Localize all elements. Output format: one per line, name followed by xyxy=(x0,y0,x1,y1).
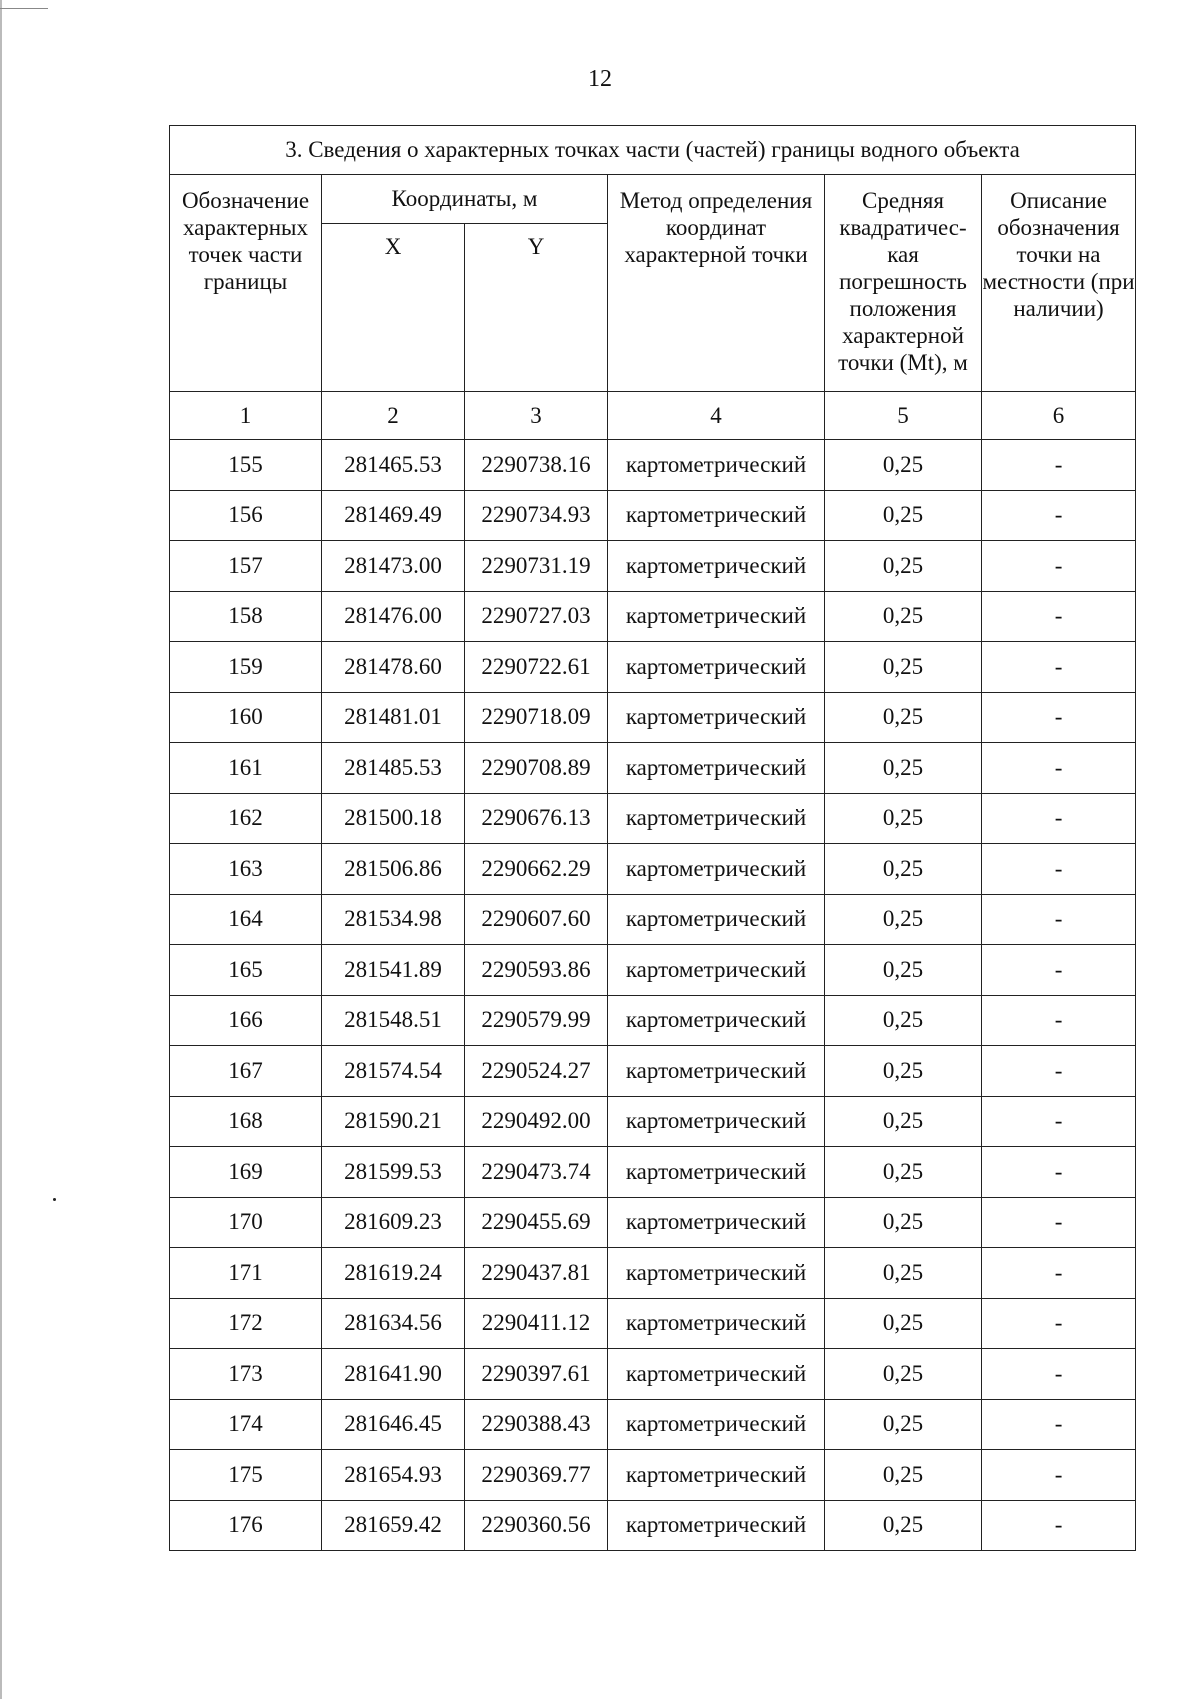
y-cell: 2290734.93 xyxy=(465,490,608,541)
y-cell: 2290662.29 xyxy=(465,844,608,895)
x-cell: 281609.23 xyxy=(322,1197,465,1248)
description-cell: - xyxy=(982,490,1136,541)
y-cell: 2290727.03 xyxy=(465,591,608,642)
header-x: X xyxy=(322,224,465,392)
description-cell: - xyxy=(982,1248,1136,1299)
description-cell: - xyxy=(982,1450,1136,1501)
table-row xyxy=(170,692,1136,743)
table-row xyxy=(170,894,1136,945)
error-cell: 0,25 xyxy=(825,1046,982,1097)
table-row xyxy=(170,591,1136,642)
point-cell: 162 xyxy=(170,793,322,844)
table-row xyxy=(170,541,1136,592)
point-cell: 157 xyxy=(170,541,322,592)
table-row xyxy=(170,1500,1136,1551)
table-row xyxy=(170,1349,1136,1400)
description-cell: - xyxy=(982,793,1136,844)
method-cell: картометрический xyxy=(608,1450,825,1501)
point-cell: 175 xyxy=(170,1450,322,1501)
x-cell: 281590.21 xyxy=(322,1096,465,1147)
description-cell: - xyxy=(982,440,1136,491)
x-cell: 281478.60 xyxy=(322,642,465,693)
column-number: 6 xyxy=(982,392,1136,440)
point-cell: 155 xyxy=(170,440,322,491)
point-cell: 158 xyxy=(170,591,322,642)
error-cell: 0,25 xyxy=(825,642,982,693)
error-cell: 0,25 xyxy=(825,490,982,541)
description-cell: - xyxy=(982,1046,1136,1097)
table-title-row xyxy=(170,126,1136,175)
x-cell: 281634.56 xyxy=(322,1298,465,1349)
column-numbers-row xyxy=(170,392,1136,440)
error-cell: 0,25 xyxy=(825,692,982,743)
boundary-points-table xyxy=(169,125,1136,1551)
x-cell: 281500.18 xyxy=(322,793,465,844)
y-cell: 2290593.86 xyxy=(465,945,608,996)
y-cell: 2290731.19 xyxy=(465,541,608,592)
point-cell: 165 xyxy=(170,945,322,996)
method-cell: картометрический xyxy=(608,743,825,794)
header-y: Y xyxy=(465,224,608,392)
table-row xyxy=(170,743,1136,794)
description-cell: - xyxy=(982,1399,1136,1450)
y-cell: 2290722.61 xyxy=(465,642,608,693)
x-cell: 281481.01 xyxy=(322,692,465,743)
method-cell: картометрический xyxy=(608,1399,825,1450)
method-cell: картометрический xyxy=(608,642,825,693)
point-cell: 176 xyxy=(170,1500,322,1551)
y-cell: 2290397.61 xyxy=(465,1349,608,1400)
scan-edge xyxy=(0,0,2,1699)
error-cell: 0,25 xyxy=(825,1248,982,1299)
description-cell: - xyxy=(982,1197,1136,1248)
method-cell: картометрический xyxy=(608,1298,825,1349)
description-cell: - xyxy=(982,995,1136,1046)
page-number: 12 xyxy=(588,66,612,92)
table-row xyxy=(170,490,1136,541)
error-cell: 0,25 xyxy=(825,1349,982,1400)
x-cell: 281465.53 xyxy=(322,440,465,491)
error-cell: 0,25 xyxy=(825,945,982,996)
x-cell: 281548.51 xyxy=(322,995,465,1046)
method-cell: картометрический xyxy=(608,1197,825,1248)
error-cell: 0,25 xyxy=(825,793,982,844)
point-cell: 170 xyxy=(170,1197,322,1248)
x-cell: 281641.90 xyxy=(322,1349,465,1400)
method-cell: картометрический xyxy=(608,591,825,642)
error-cell: 0,25 xyxy=(825,1147,982,1198)
x-cell: 281476.00 xyxy=(322,591,465,642)
error-cell: 0,25 xyxy=(825,844,982,895)
table-title: 3. Сведения о характерных точках части (частей) границы водного объекта xyxy=(170,126,1136,175)
table-row xyxy=(170,1197,1136,1248)
description-cell: - xyxy=(982,1298,1136,1349)
column-number: 2 xyxy=(322,392,465,440)
description-cell: - xyxy=(982,1096,1136,1147)
description-cell: - xyxy=(982,1500,1136,1551)
error-cell: 0,25 xyxy=(825,1298,982,1349)
y-cell: 2290718.09 xyxy=(465,692,608,743)
y-cell: 2290607.60 xyxy=(465,894,608,945)
x-cell: 281599.53 xyxy=(322,1147,465,1198)
description-cell: - xyxy=(982,894,1136,945)
table-row xyxy=(170,1096,1136,1147)
description-cell: - xyxy=(982,844,1136,895)
scan-corner-mark xyxy=(0,8,48,9)
y-cell: 2290524.27 xyxy=(465,1046,608,1097)
column-number: 5 xyxy=(825,392,982,440)
method-cell: картометрический xyxy=(608,1349,825,1400)
x-cell: 281646.45 xyxy=(322,1399,465,1450)
method-cell: картометрический xyxy=(608,995,825,1046)
table-row xyxy=(170,844,1136,895)
x-cell: 281469.49 xyxy=(322,490,465,541)
y-cell: 2290676.13 xyxy=(465,793,608,844)
method-cell: картометрический xyxy=(608,793,825,844)
description-cell: - xyxy=(982,541,1136,592)
table-row xyxy=(170,793,1136,844)
table-row xyxy=(170,1046,1136,1097)
point-cell: 173 xyxy=(170,1349,322,1400)
point-cell: 172 xyxy=(170,1298,322,1349)
y-cell: 2290437.81 xyxy=(465,1248,608,1299)
method-cell: картометрический xyxy=(608,440,825,491)
y-cell: 2290473.74 xyxy=(465,1147,608,1198)
x-cell: 281574.54 xyxy=(322,1046,465,1097)
point-cell: 174 xyxy=(170,1399,322,1450)
point-cell: 161 xyxy=(170,743,322,794)
table-row xyxy=(170,945,1136,996)
description-cell: - xyxy=(982,945,1136,996)
x-cell: 281534.98 xyxy=(322,894,465,945)
table-row xyxy=(170,1399,1136,1450)
scan-speck xyxy=(53,1198,56,1201)
error-cell: 0,25 xyxy=(825,894,982,945)
table-row xyxy=(170,1450,1136,1501)
y-cell: 2290388.43 xyxy=(465,1399,608,1450)
point-cell: 159 xyxy=(170,642,322,693)
point-cell: 167 xyxy=(170,1046,322,1097)
x-cell: 281485.53 xyxy=(322,743,465,794)
method-cell: картометрический xyxy=(608,490,825,541)
point-cell: 168 xyxy=(170,1096,322,1147)
error-cell: 0,25 xyxy=(825,591,982,642)
column-number: 1 xyxy=(170,392,322,440)
error-cell: 0,25 xyxy=(825,1500,982,1551)
column-number: 4 xyxy=(608,392,825,440)
table-row xyxy=(170,1147,1136,1198)
y-cell: 2290369.77 xyxy=(465,1450,608,1501)
method-cell: картометрический xyxy=(608,844,825,895)
table-row xyxy=(170,1298,1136,1349)
x-cell: 281659.42 xyxy=(322,1500,465,1551)
description-cell: - xyxy=(982,591,1136,642)
description-cell: - xyxy=(982,692,1136,743)
y-cell: 2290360.56 xyxy=(465,1500,608,1551)
y-cell: 2290738.16 xyxy=(465,440,608,491)
error-cell: 0,25 xyxy=(825,1450,982,1501)
point-cell: 164 xyxy=(170,894,322,945)
error-cell: 0,25 xyxy=(825,995,982,1046)
x-cell: 281473.00 xyxy=(322,541,465,592)
error-cell: 0,25 xyxy=(825,1399,982,1450)
table-row xyxy=(170,1248,1136,1299)
method-cell: картометрический xyxy=(608,1147,825,1198)
error-cell: 0,25 xyxy=(825,440,982,491)
method-cell: картометрический xyxy=(608,945,825,996)
point-cell: 156 xyxy=(170,490,322,541)
description-cell: - xyxy=(982,743,1136,794)
description-cell: - xyxy=(982,1349,1136,1400)
header-description: Описание обозначения точки на местности (при наличии) xyxy=(982,175,1136,392)
point-cell: 169 xyxy=(170,1147,322,1198)
y-cell: 2290708.89 xyxy=(465,743,608,794)
method-cell: картометрический xyxy=(608,1046,825,1097)
method-cell: картометрический xyxy=(608,894,825,945)
description-cell: - xyxy=(982,1147,1136,1198)
point-cell: 171 xyxy=(170,1248,322,1299)
y-cell: 2290411.12 xyxy=(465,1298,608,1349)
table-row xyxy=(170,440,1136,491)
x-cell: 281541.89 xyxy=(322,945,465,996)
table-row xyxy=(170,995,1136,1046)
y-cell: 2290579.99 xyxy=(465,995,608,1046)
description-cell: - xyxy=(982,642,1136,693)
method-cell: картометрический xyxy=(608,1248,825,1299)
error-cell: 0,25 xyxy=(825,743,982,794)
method-cell: картометрический xyxy=(608,541,825,592)
error-cell: 0,25 xyxy=(825,1096,982,1147)
method-cell: картометрический xyxy=(608,692,825,743)
point-cell: 160 xyxy=(170,692,322,743)
x-cell: 281619.24 xyxy=(322,1248,465,1299)
error-cell: 0,25 xyxy=(825,1197,982,1248)
method-cell: картометрический xyxy=(608,1500,825,1551)
point-cell: 166 xyxy=(170,995,322,1046)
header-method: Метод определения координат характерной точки xyxy=(608,175,825,392)
column-number: 3 xyxy=(465,392,608,440)
point-cell: 163 xyxy=(170,844,322,895)
y-cell: 2290492.00 xyxy=(465,1096,608,1147)
header-designation: Обозначение характерных точек части границы xyxy=(170,175,322,392)
header-row xyxy=(170,175,1136,224)
method-cell: картометрический xyxy=(608,1096,825,1147)
x-cell: 281654.93 xyxy=(322,1450,465,1501)
y-cell: 2290455.69 xyxy=(465,1197,608,1248)
table-row xyxy=(170,642,1136,693)
header-error: Средняя квадратичес-кая погрешность положения характерной точки (Mt), м xyxy=(825,175,982,392)
error-cell: 0,25 xyxy=(825,541,982,592)
x-cell: 281506.86 xyxy=(322,844,465,895)
header-coordinates: Координаты, м xyxy=(322,175,608,224)
